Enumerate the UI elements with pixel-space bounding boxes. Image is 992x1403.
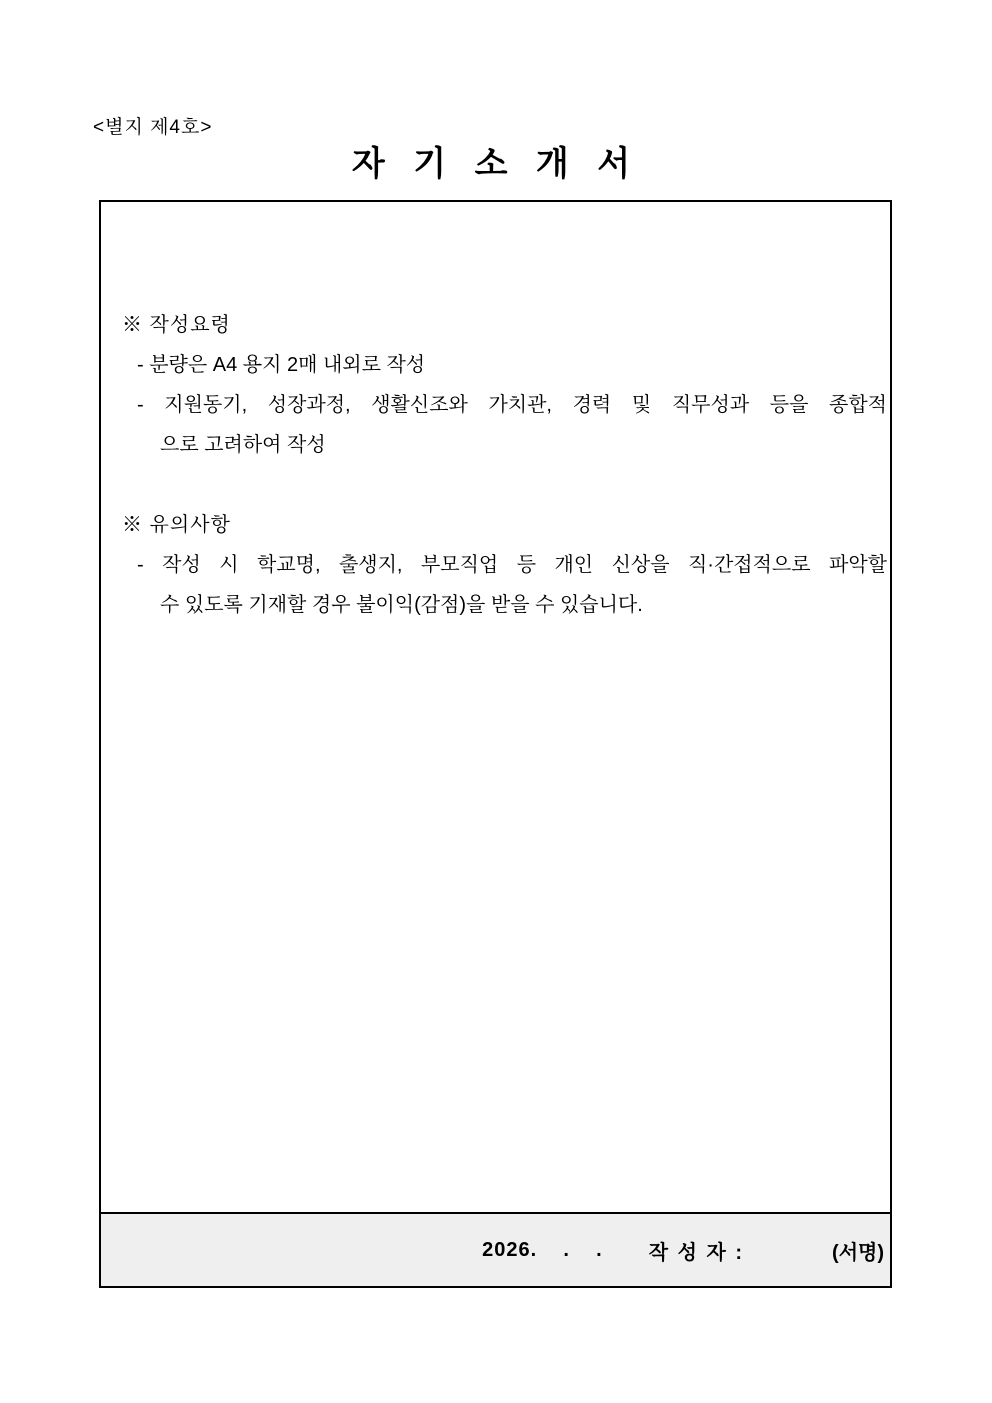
- guidelines-heading: ※ 작성요령: [122, 314, 231, 336]
- cautions-item-1-line-1: - 작성 시 학교명, 출생지, 부모직업 등 개인 신상을 직·간접적으로 파악할: [137, 554, 887, 576]
- form-number-note: <별지 제4호>: [93, 117, 213, 138]
- signature-footer: [101, 1212, 890, 1286]
- section-spacer: [122, 465, 887, 505]
- self-introduction-writing-area: [101, 632, 890, 1212]
- form-instructions: [122, 305, 887, 625]
- footer-writer-label: 작 성 자 :: [648, 1241, 745, 1264]
- footer-signature-label: (서명): [832, 1241, 884, 1264]
- guidelines-item-2-line-1: - 지원동기, 성장과정, 생활신조와 가치관, 경력 및 직무성과 등을 종합적: [137, 394, 887, 416]
- cautions-heading: ※ 유의사항: [122, 514, 231, 536]
- cautions-item-1-line-2: 수 있도록 기재할 경우 불이익(감점)을 받을 수 있습니다.: [160, 594, 643, 616]
- page-title: 자 기 소 개 서: [351, 146, 641, 183]
- form-box: [99, 200, 892, 1288]
- footer-date: 2026. . .: [482, 1238, 603, 1261]
- guidelines-item-1: - 분량은 A4 용지 2매 내외로 작성: [137, 354, 426, 376]
- guidelines-item-2-line-2: 으로 고려하여 작성: [160, 434, 326, 456]
